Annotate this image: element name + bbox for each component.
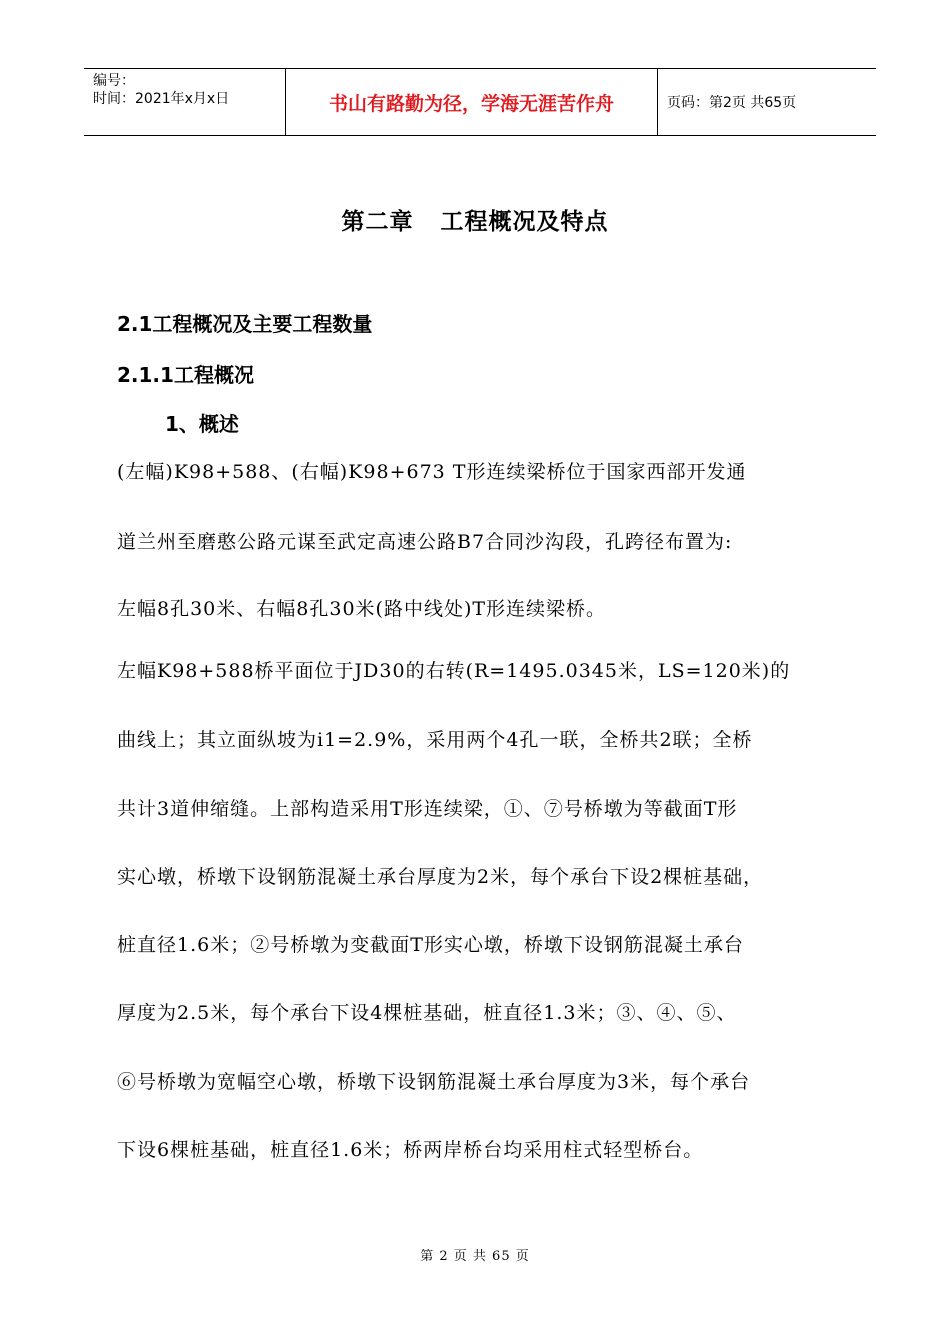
subsection-heading-overview: 1、概述: [165, 412, 239, 436]
paragraph-line: 下设6棵桩基础，桩直径1.6米；桥两岸桥台均采用柱式轻型桥台。: [117, 1139, 704, 1161]
chapter-title: 第二章 工程概况及特点: [341, 209, 609, 235]
section-heading-2-1-1: 2.1.1工程概况: [117, 363, 254, 387]
header-meta: [84, 69, 286, 135]
paragraph-line: 桩直径1.6米；②号桥墩为变截面T形实心墩，桥墩下设钢筋混凝土承台: [117, 934, 744, 956]
paragraph-line: 左幅8孔30米、右幅8孔30米(路中线处)T形连续梁桥。: [117, 598, 607, 620]
document-number-label: 编号：: [93, 73, 135, 89]
paragraph-line: 实心墩，桥墩下设钢筋混凝土承台厚度为2米，每个承台下设2棵桩基础，: [117, 866, 764, 888]
section-heading-2-1: 2.1工程概况及主要工程数量: [117, 312, 373, 336]
paragraph-line: 左幅K98+588桥平面位于JD30的右转(R=1495.0345米，LS=120米)的: [117, 660, 791, 682]
paragraph-line: 道兰州至磨憨公路元谋至武定高速公路B7合同沙沟段，孔跨径布置为:: [117, 531, 733, 553]
page-header: [84, 68, 876, 136]
paragraph-line: 曲线上；其立面纵坡为i1=2.9%，采用两个4孔一联，全桥共2联；全桥: [117, 729, 753, 751]
header-motto: 书山有路勤为径，学海无涯苦作舟: [286, 69, 658, 135]
document-date: 时间：2021年x月x日: [93, 91, 230, 107]
paragraph-line: (左幅)K98+588、(右幅)K98+673 T形连续梁桥位于国家西部开发通: [117, 461, 747, 483]
paragraph-line: 厚度为2.5米，每个承台下设4棵桩基础，桩直径1.3米；③、④、⑤、: [117, 1002, 737, 1024]
header-page-info: 页码：第2页 共65页: [667, 95, 797, 111]
page-footer: 第 2 页 共 65 页: [420, 1249, 530, 1264]
paragraph-line: 共计3道伸缩缝。上部构造采用T形连续梁，①、⑦号桥墩为等截面T形: [117, 798, 738, 820]
paragraph-line: ⑥号桥墩为宽幅空心墩，桥墩下设钢筋混凝土承台厚度为3米，每个承台: [117, 1071, 751, 1093]
